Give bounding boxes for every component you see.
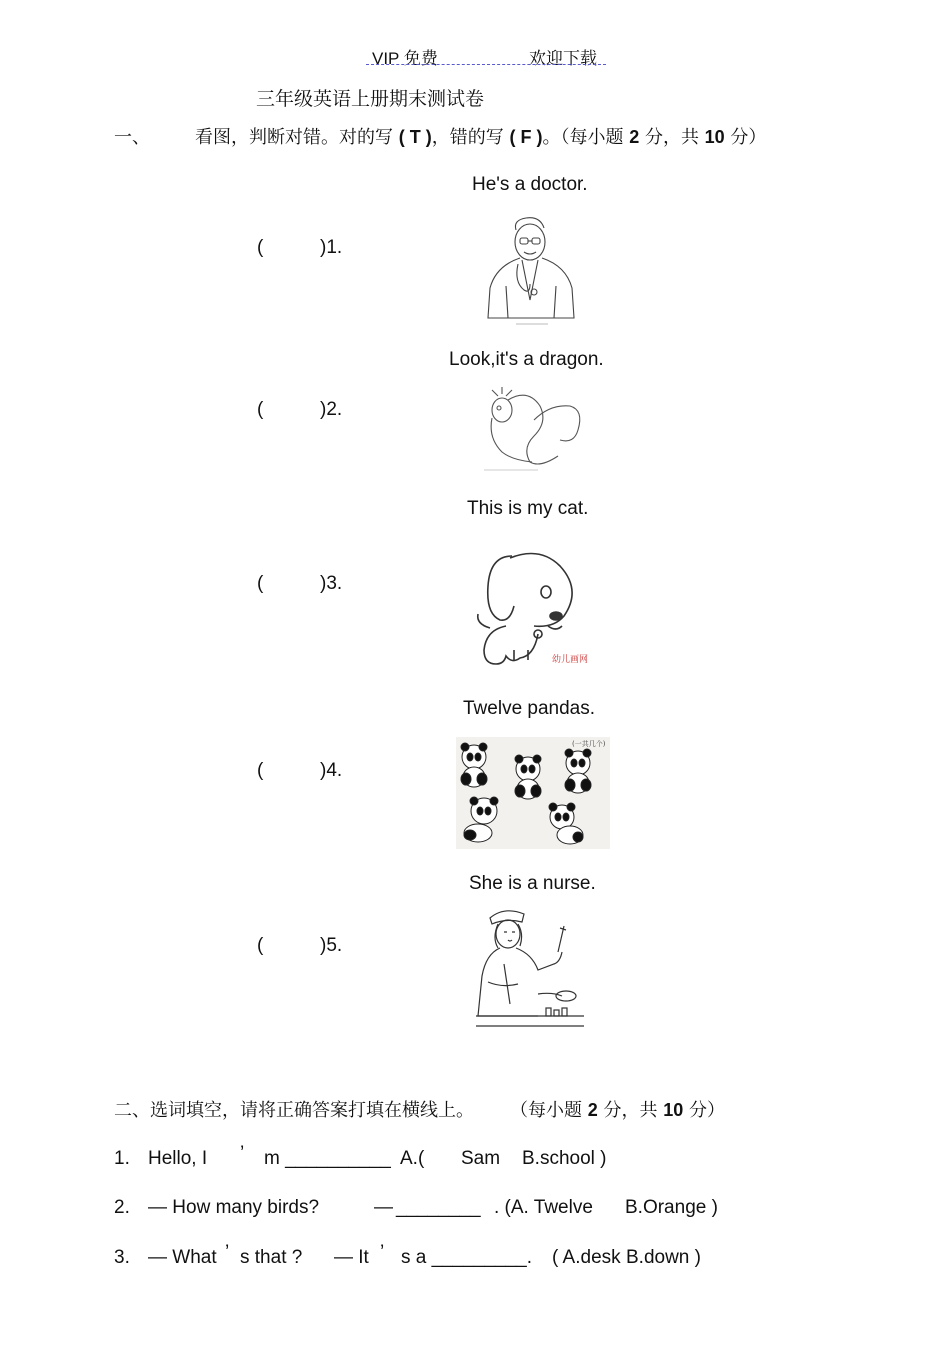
q3-option-b: B.down ): [626, 1247, 701, 1268]
section2-heading: [114, 1096, 725, 1122]
q3-number: 3.: [114, 1247, 130, 1268]
q1-text-part1: Hello, I: [148, 1148, 208, 1169]
item4-paren-close: )4.: [320, 760, 343, 781]
header-welcome-label: 欢迎下载: [529, 49, 597, 68]
section2-score: 2: [587, 1100, 598, 1120]
dog-illustration: [470, 546, 594, 670]
q3-answer-start: — It: [334, 1247, 369, 1268]
section1-total: 10: [704, 127, 725, 147]
item1-caption: He's a doctor.: [472, 174, 588, 195]
q2-answer-dash: —: [374, 1197, 393, 1218]
section1-text-a: 看图，判断对错。对的写: [195, 127, 399, 148]
item3-paren-close: )3.: [320, 573, 343, 594]
q1-apostrophe: ’: [240, 1143, 245, 1164]
item2-caption: Look,it's a dragon.: [449, 349, 604, 370]
item3-paren-open: (: [257, 573, 264, 594]
q2-blank: ________: [396, 1197, 481, 1218]
q2-number: 2.: [114, 1197, 130, 1218]
pandas-illustration: [456, 737, 610, 849]
item5-paren-close: )5.: [320, 935, 343, 956]
section1-text-b: ，错的写: [431, 127, 510, 148]
section1-heading: [114, 123, 766, 149]
section1-false-mark: ( F ): [509, 127, 543, 147]
q1-option-a-label: A.(: [400, 1148, 425, 1169]
q3-apostrophe-2: ’: [380, 1242, 385, 1263]
item3-caption: This is my cat.: [467, 498, 589, 519]
q3-apostrophe-1: ’: [225, 1242, 230, 1263]
section1-true-mark: ( T ): [398, 127, 432, 147]
item5-paren-open: (: [257, 935, 264, 956]
squirrel-illustration: [478, 386, 586, 476]
q2-question: — How many birds?: [148, 1197, 320, 1218]
q1-option-b: B.school ): [522, 1148, 607, 1169]
item1-paren-close: )1.: [320, 237, 343, 258]
nurse-illustration: [474, 904, 590, 1030]
q3-answer-blank: s a _________.: [401, 1247, 533, 1268]
item4-paren-open: (: [257, 760, 264, 781]
page-title: 三年级英语上册期末测试卷: [256, 88, 485, 110]
panda-corner-text: (一共几个): [572, 740, 606, 748]
section2-text-c: 分，共: [597, 1100, 664, 1121]
q3-option-a: ( A.desk: [552, 1247, 621, 1268]
section2-text-a: 二、选词填空，请将正确答案打填在横线上。: [114, 1100, 474, 1121]
section1-number: 一、: [114, 127, 150, 148]
q3-question-part1: — What: [148, 1247, 217, 1268]
section2-text-d: 分）: [683, 1100, 725, 1121]
header-underline: [366, 64, 606, 65]
section2-text-b: （每小题: [510, 1100, 588, 1121]
doctor-illustration: [486, 212, 578, 326]
item4-caption: Twelve pandas.: [463, 698, 596, 719]
q1-text-part2: m __________: [264, 1148, 391, 1169]
dog-watermark: 幼儿画网: [552, 655, 589, 665]
section1-text-d: 分，共: [639, 127, 705, 148]
q3-question-part2: s that ?: [240, 1247, 303, 1268]
item2-paren-open: (: [257, 399, 264, 420]
item5-caption: She is a nurse.: [469, 873, 596, 894]
section1-text-c: 。（每小题: [542, 127, 630, 148]
q2-option-b: B.Orange ): [625, 1197, 718, 1218]
q1-option-a: Sam: [461, 1148, 501, 1169]
section1-text-e: 分）: [724, 127, 767, 148]
item1-paren-open: (: [257, 237, 264, 258]
q1-number: 1.: [114, 1148, 130, 1169]
q2-option-a: . (A. Twelve: [494, 1197, 593, 1218]
item2-paren-close: )2.: [320, 399, 343, 420]
section1-score: 2: [629, 127, 640, 147]
section2-total: 10: [663, 1100, 684, 1120]
header-vip-label: VIP 免费: [372, 49, 438, 68]
